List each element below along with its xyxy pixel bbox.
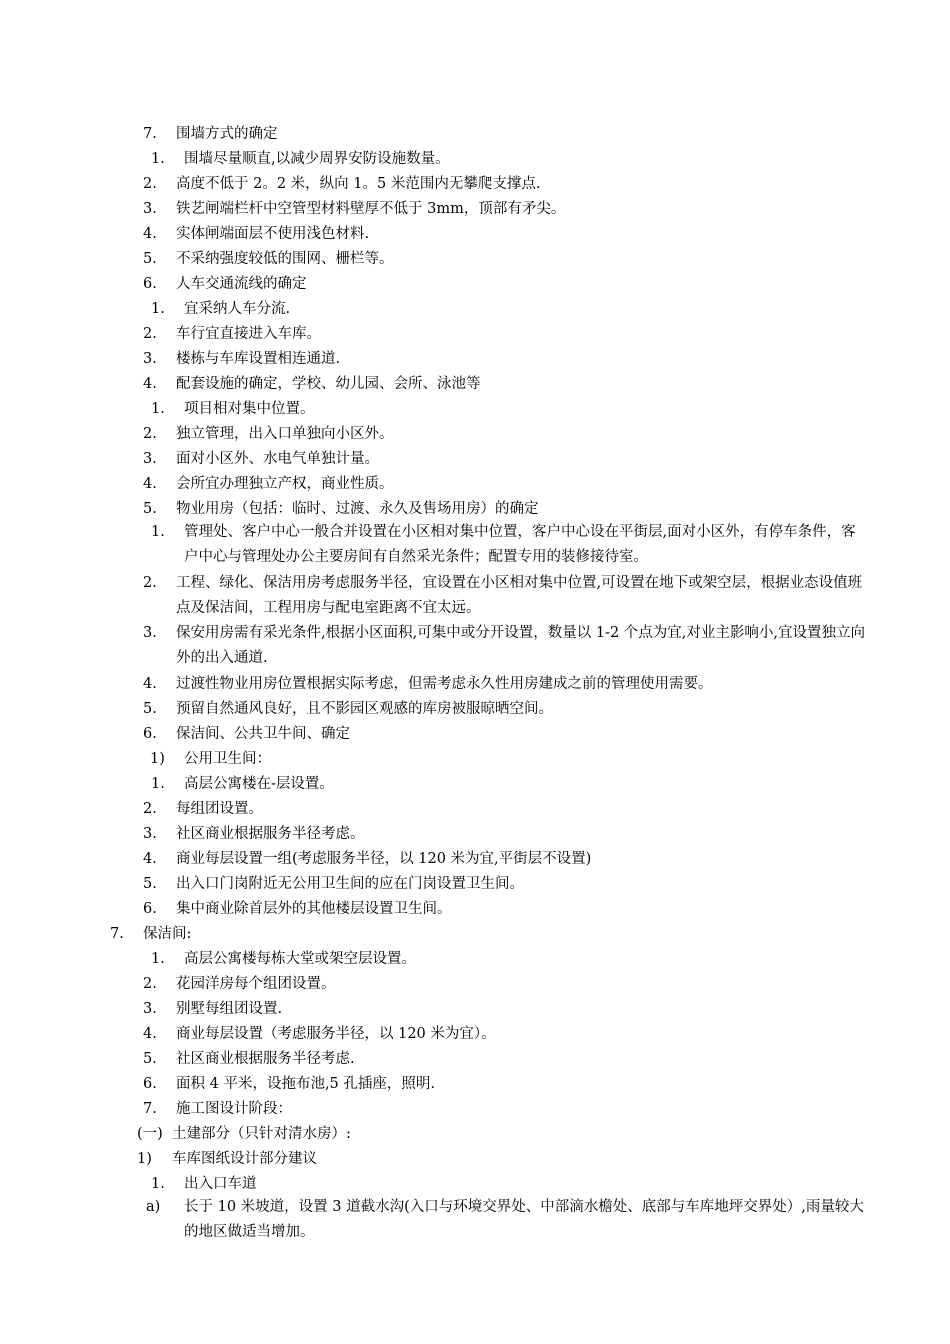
list-marker: a) [146, 1199, 161, 1215]
document-line [143, 571, 866, 621]
document-line [143, 972, 336, 997]
list-marker: 6. [143, 726, 157, 742]
document-line [143, 822, 365, 847]
document-line [151, 397, 315, 422]
line-text: 面积 4 平米，设拖布池,5 孔插座，照明. [176, 1076, 435, 1092]
list-marker: 4. [143, 476, 157, 492]
line-text: 楼栋与车库设置相连通道. [176, 351, 341, 367]
line-text: 高层公寓楼在-层设置。 [184, 776, 334, 792]
line-text: 过渡性物业用房位置根据实际考虑，但需考虑永久性用房建成之前的管理使用需要。 [176, 676, 713, 692]
list-marker: 5. [143, 1051, 157, 1067]
document-line [143, 322, 321, 347]
document-line [146, 1195, 866, 1245]
line-text: 围墙尽量顺直,以减少周界安防设施数量。 [184, 151, 450, 167]
document-line [143, 472, 394, 497]
list-marker: 4. [143, 851, 157, 867]
line-text: 物业用房（包括：临时、过渡、永久及售场用房）的确定 [176, 501, 539, 517]
document-line [143, 897, 452, 922]
line-text: 高度不低于 2。2 米，纵向 1。5 米范围内无攀爬支撑点. [176, 176, 541, 192]
list-marker: 6. [143, 901, 157, 917]
line-text: 高层公寓楼每栋大堂或架空层设置。 [184, 951, 416, 967]
document-line [143, 1047, 355, 1072]
line-text: 预留自然通风良好，且不影园区观感的库房被服晾晒空间。 [176, 701, 553, 717]
list-marker: 2. [143, 426, 157, 442]
document-line [143, 347, 340, 372]
list-marker: 1. [151, 401, 165, 417]
line-text: 宜采纳人车分流. [184, 301, 291, 317]
line-text: 会所宜办理独立产权，商业性质。 [176, 476, 394, 492]
line-text: 集中商业除首层外的其他楼层设置卫生间。 [176, 901, 452, 917]
document-line [143, 222, 369, 247]
line-text: 项目相对集中位置。 [184, 401, 315, 417]
line-text: 车库图纸设计部分建议 [172, 1151, 317, 1167]
list-marker: 7. [143, 1101, 157, 1117]
document-line [143, 1022, 496, 1047]
document-line [143, 272, 307, 297]
list-marker: 4. [143, 1026, 157, 1042]
document-line [151, 297, 290, 322]
line-text: 面对小区外、水电气单独计量。 [176, 451, 379, 467]
document-line [143, 697, 553, 722]
line-text: 社区商业根据服务半径考虑。 [176, 826, 365, 842]
list-marker: 1) [137, 1151, 152, 1167]
document-line [151, 772, 334, 797]
line-text: 出入口门岗附近无公用卫生间的应在门岗设置卫生间。 [176, 876, 524, 892]
line-text: 车行宜直接进入车库。 [176, 326, 321, 342]
document-line [143, 621, 866, 671]
line-text: 管理处、客户中心一般合并设置在小区相对集中位置，客户中心设在平街层,面对小区外，有停车条件，客户中心与管理处办公主要房间有自然采光条件；配置专用的装修接待室。 [184, 524, 856, 565]
document-line [151, 947, 416, 972]
line-text: 每组团设置。 [176, 801, 263, 817]
line-text: 铁艺闸端栏杆中空管型材料壁厚不低于 3mm，顶部有矛尖。 [176, 201, 566, 217]
document-line [143, 847, 591, 872]
document-line [137, 1122, 351, 1147]
document-line [143, 797, 263, 822]
list-marker: 7. [110, 926, 124, 942]
list-marker: 2. [143, 176, 157, 192]
document-line [151, 1172, 257, 1197]
document-line [143, 197, 565, 222]
line-text: 土建部分（只针对清水房）: [172, 1126, 351, 1142]
document-line [151, 147, 450, 172]
line-text: 围墙方式的确定 [176, 126, 278, 142]
list-marker: 1. [151, 951, 165, 967]
line-text: 别墅每组团设置. [176, 1001, 283, 1017]
list-marker: 1. [151, 301, 165, 317]
document-line [137, 1147, 317, 1172]
list-marker: 6. [143, 1076, 157, 1092]
document-line [143, 247, 394, 272]
list-marker: 3. [143, 826, 157, 842]
list-marker: 2. [143, 575, 157, 591]
line-text: 商业每层设置（考虑服务半径，以 120 米为宜）。 [176, 1026, 496, 1042]
document-line [143, 1097, 292, 1122]
list-marker: 4. [143, 226, 157, 242]
list-marker: 2. [143, 801, 157, 817]
list-marker: 5. [143, 876, 157, 892]
line-text: 人车交通流线的确定 [176, 276, 307, 292]
line-text: 商业每层设置一组(考虑服务半径，以 120 米为宜,平街层不设置) [176, 851, 592, 867]
list-marker: 4. [143, 376, 157, 392]
list-marker: 4. [143, 676, 157, 692]
list-marker: 5. [143, 501, 157, 517]
document-line [143, 447, 379, 472]
list-marker: 3. [143, 351, 157, 367]
list-marker: 3. [143, 201, 157, 217]
list-marker: 2. [143, 326, 157, 342]
document-line [143, 372, 481, 397]
line-text: 长于 10 米坡道，设置 3 道截水沟(入口与环境交界处、中部滴水檐处、底部与车库地坪交界处）,雨量较大的地区做适当增加。 [184, 1199, 864, 1240]
document-line [143, 497, 539, 522]
list-marker: 1. [151, 151, 165, 167]
list-marker: 2. [143, 976, 157, 992]
line-text: 保安用房需有采光条件,根据小区面积,可集中或分开设置，数量以 1-2 个点为宜,对业主影响小,宜设置独立向外的出入通道. [176, 625, 866, 666]
list-marker: 1. [151, 776, 165, 792]
document-line [143, 122, 278, 147]
list-marker: 3. [143, 1001, 157, 1017]
line-text: 出入口车道 [184, 1176, 257, 1192]
list-marker: 3. [143, 451, 157, 467]
document-line [143, 1072, 435, 1097]
list-marker: (一) [137, 1126, 163, 1142]
line-text: 施工图设计阶段： [176, 1101, 292, 1117]
line-text: 公用卫生间： [184, 751, 271, 767]
line-text: 不采纳强度较低的围网、栅栏等。 [176, 251, 394, 267]
document-line [143, 172, 540, 197]
list-marker: 3. [143, 625, 157, 641]
document-line [143, 722, 350, 747]
line-text: 独立管理，出入口单独向小区外。 [176, 426, 394, 442]
line-text: 实体闸端面层不使用浅色材料. [176, 226, 370, 242]
line-text: 保洁间: [143, 926, 192, 942]
line-text: 配套设施的确定，学校、幼儿园、会所、泳池等 [176, 376, 481, 392]
line-text: 工程、绿化、保洁用房考虑服务半径，宜设置在小区相对集中位置,可设置在地下或架空层，根据业态设值班点及保洁间，工程用房与配电室距离不宜太远。 [176, 575, 863, 616]
document-line [110, 922, 191, 947]
list-marker: 1) [150, 751, 165, 767]
list-marker: 7. [143, 126, 157, 142]
list-marker: 6. [143, 276, 157, 292]
line-text: 花园洋房每个组团设置。 [176, 976, 336, 992]
document-line [143, 422, 394, 447]
line-text: 社区商业根据服务半径考虑. [176, 1051, 355, 1067]
list-marker: 1. [151, 1176, 165, 1192]
document-line [150, 747, 271, 772]
list-marker: 5. [143, 701, 157, 717]
document-line [151, 520, 866, 570]
document-line [143, 872, 524, 897]
document-line [143, 672, 713, 697]
list-marker: 1. [151, 524, 165, 540]
list-marker: 5. [143, 251, 157, 267]
line-text: 保洁间、公共卫牛间、确定 [176, 726, 350, 742]
document-line [143, 997, 282, 1022]
